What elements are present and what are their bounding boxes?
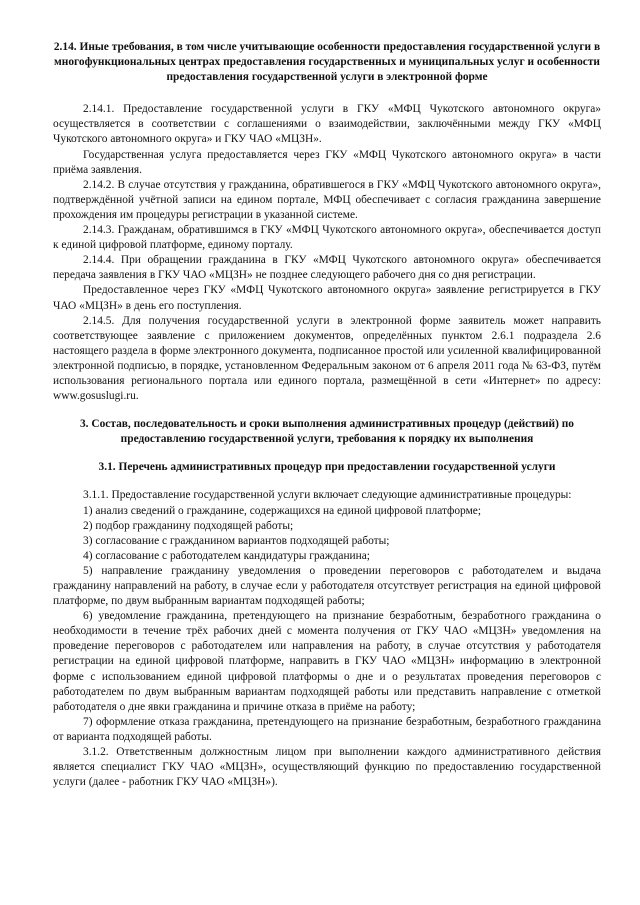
document-page [53, 40, 601, 790]
spacer [53, 475, 601, 488]
list-item-2: 2) подбор гражданину подходящей работы; [83, 519, 294, 532]
spacer [53, 404, 601, 417]
spacer [53, 447, 601, 460]
paragraph-2-14-2: 2.14.2. В случае отсутствия у гражданина, обратившегося в ГКУ «МФЦ Чукотского автономного округа», подтверждённой учётной записи на едином портале, МФЦ обеспечивает с согласия гражданина завершение прохождения им процедуры регистрации в указанной системе. [53, 178, 601, 221]
paragraph-2-14-5: 2.14.5. Для получения государственной услуги в электронной форме заявитель может направить соответствующее заявление с приложением документов, определённых пунктом 2.6.1 подраздела 2.6 настоящего раздела в форме электронного документа, подписанное простой или усиленной квалифицированной электронной подписью, в порядке, установленном Федеральным законом от 6 апреля 2011 года № 63-ФЗ, путём использования регионального портала или единого портала, размещённой в сети «Интернет» по адресу: www.gosuslugi.ru. [53, 314, 601, 403]
paragraph-2-14-4: 2.14.4. При обращении гражданина в ГКУ «МФЦ Чукотского автономного округа» обеспечивается передача заявления в ГКУ ЧАО «МЦЗН» не позднее следующего рабочего дня со дня регистрации. [53, 254, 601, 282]
list-item-4: 4) согласование с работодателем кандидатуры гражданина; [83, 549, 370, 562]
heading-section-3-1: 3.1. Перечень административных процедур при предоставлении государственной услуги [98, 461, 556, 474]
paragraph-3-1-1: 3.1.1. Предоставление государственной услуги включает следующие административные процедуры: [83, 489, 572, 502]
paragraph-3-1-2: 3.1.2. Ответственным должностным лицом при выполнении каждого административного действия является специалист ГКУ ЧАО «МЦЗН», осуществляющий функцию по предоставлению государственной услуги (далее - работник ГКУ ЧАО «МЦЗН»). [53, 746, 601, 789]
spacer [53, 85, 601, 102]
list-item-3: 3) согласование с гражданином вариантов подходящей работы; [83, 534, 390, 547]
heading-section-3: 3. Состав, последовательность и сроки выполнения административных процедур (действий) по предоставлению государственной услуги, требования к порядку их выполнения [79, 418, 575, 446]
heading-section-2-14: 2.14. Иные требования, в том числе учитывающие особенности предоставления государственной услуги в многофункциональных центрах предоставления государственных и муниципальных услуг и особенности предоставления государственной услуги в электронной форме [53, 41, 601, 84]
list-item-7: 7) оформление отказа гражданина, претендующего на признание безработным, безработного гражданина от варианта подходящей работы. [53, 715, 601, 743]
list-item-1: 1) анализ сведений о гражданине, содержащихся на единой цифровой платформе; [83, 504, 482, 517]
list-item-6: 6) уведомление гражданина, претендующего на признание безработным, безработного гражданина о необходимости в течение трёх рабочих дней с момента получения от ГКУ ЧАО «МЦЗН» уведомления на проведение переговоров с работодателем или направления на работу, в случае отсутствия у работодателя регистрации на единой цифровой платформе, направить в ГКУ ЧАО «МЦЗН» информацию в электронной форме с использованием единой цифровой платформы о дне и о результатах проведения переговоров с работодателем по двум выбранным вариантам подходящей работы или представить направление с отметкой работодателя о дне явки гражданина и причине отказа в приёме на работу; [53, 610, 601, 713]
paragraph-2-14-3: 2.14.3. Гражданам, обратившимся в ГКУ «МФЦ Чукотского автономного округа», обеспечивается доступ к единой цифровой платформе, единому порталу. [53, 224, 601, 252]
list-item-5: 5) направление гражданину уведомления о проведении переговоров с работодателем и выдача гражданину направлений на работу, в случае если у работодателя отсутствует регистрация на единой цифровой платформе, по двум выбранным вариантам подходящей работы; [53, 564, 601, 608]
paragraph-2-14-4-note: Предоставленное через ГКУ «МФЦ Чукотского автономного округа» заявление регистрируется в ГКУ ЧАО «МЦЗН» в день его поступления. [53, 284, 601, 312]
paragraph-2-14-1: 2.14.1. Предоставление государственной услуги в ГКУ «МФЦ Чукотского автономного округа» осуществляется в соответствии с соглашениями о взаимодействии, заключёнными между ГКУ «МФЦ Чукотского автономного округа» и ГКУ ЧАО «МЦЗН». [53, 103, 601, 146]
paragraph-2-14-1-note: Государственная услуга предоставляется через ГКУ «МФЦ Чукотского автономного округа» в части приёма заявления. [53, 148, 601, 176]
